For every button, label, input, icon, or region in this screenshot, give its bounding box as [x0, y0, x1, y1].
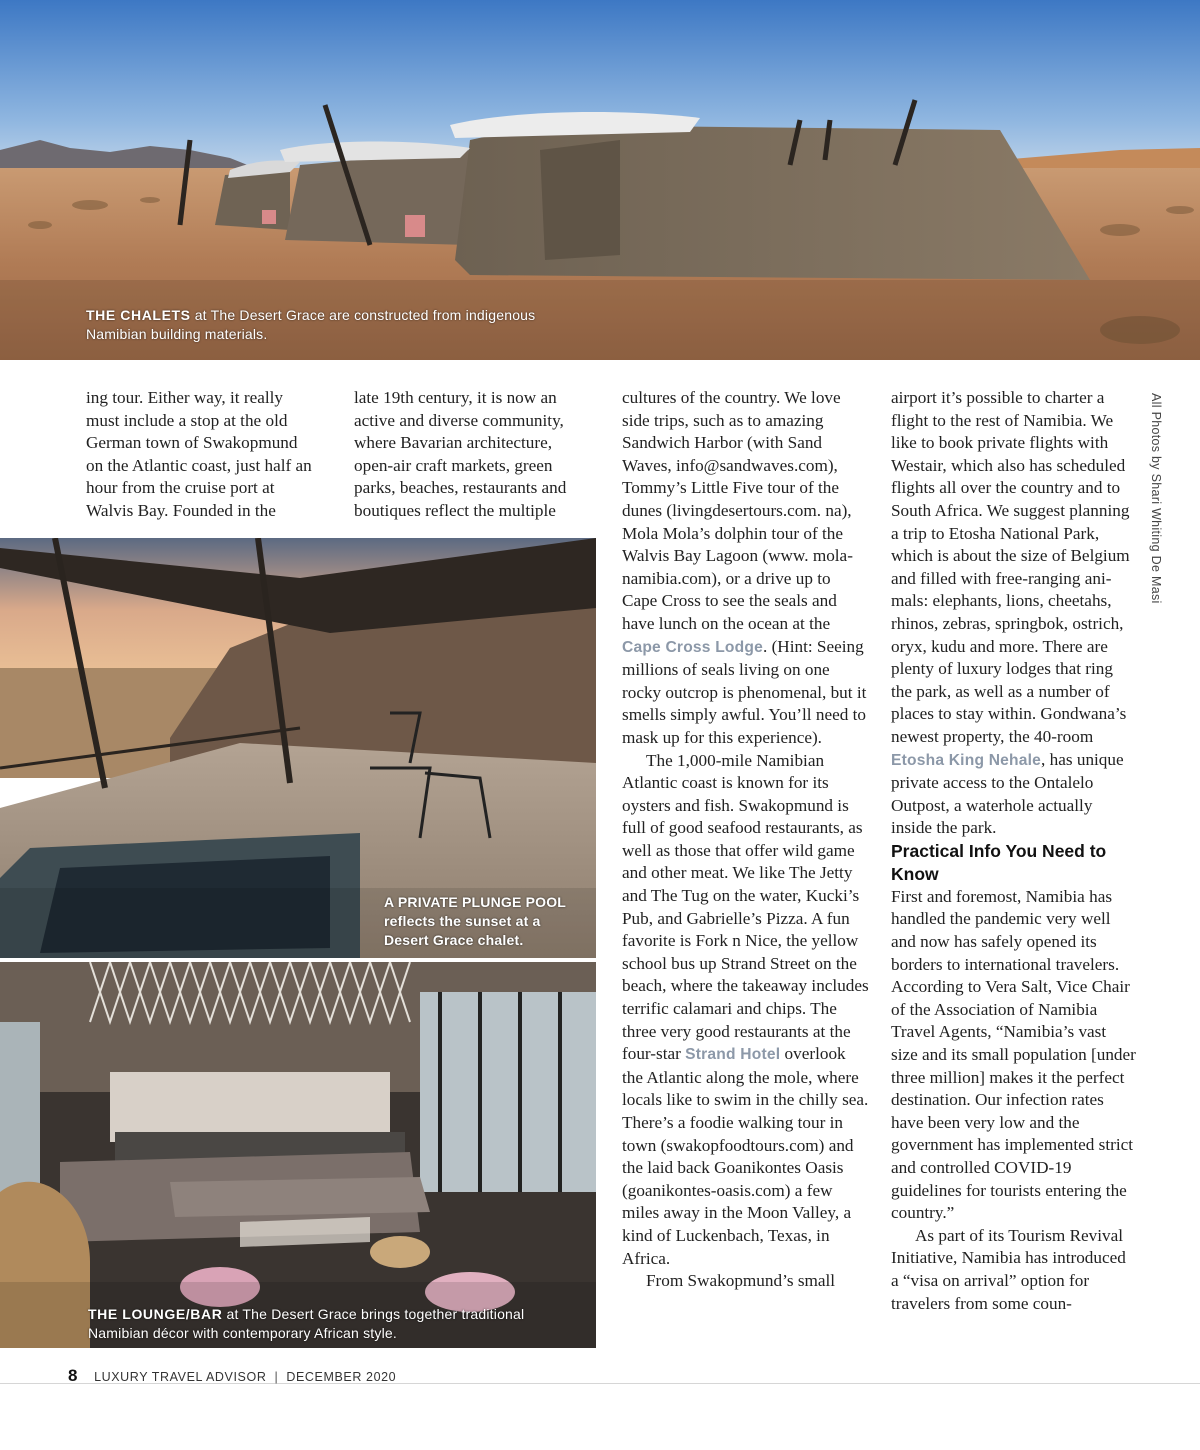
article-paragraph: ing tour. Either way, it really must include a stop at the old German town of Swakopmund on the Atlantic coast, just half an hour from the cruise port at Walvis Bay. Founded in the — [86, 388, 312, 520]
section-subhead: Practical Info You Need to Know — [891, 840, 1107, 884]
photo-credit: All Photos by Shari Whiting De Masi — [1149, 393, 1163, 604]
plunge-pool-caption-text: A PRIVATE PLUNGE POOL reflects the sunset at a Desert Grace chalet. — [384, 894, 566, 948]
issue-date: DECEMBER 2020 — [286, 1370, 397, 1384]
etosha-king-nehale-link[interactable]: Etosha King Nehale — [891, 751, 1042, 769]
article-column-2 — [354, 387, 584, 523]
article-paragraph: airport it’s possible to charter a flight to the rest of Namibia. We like to book private flights with Westair, which also has scheduled flights all over the country and to South Africa. We suggest planning a trip to Etosha National Park, which is about the size of Belgium and filled with free-ranging animals: elephants, lions, cheetahs, rhinos, zebras, springbok, ostrich, oryx, kudu and more. There are plenty of luxury lodges that ring the park, as well as a number of places to stay within. Gondwana’s newest property, the 40-room Etosha King Nehale, has unique private access to the Ontalelo Outpost, a waterhole actually inside the park. — [891, 388, 1130, 838]
article-paragraph: late 19th century, it is now an active and diverse community, where Bavarian architecture, open-air craft markets, green parks, beaches, restaurants and boutiques reflect the multiple — [354, 388, 567, 520]
article-column-4 — [891, 387, 1136, 1315]
lounge-bar-caption-text: at The Desert Grace brings together traditional Namibian décor with contemporary African style. — [88, 1306, 525, 1341]
article-paragraph: cultures of the country. We love side trips, such as to amazing Sandwich Harbor (with Sand Waves, info@sandwaves.com), Tommy’s Little Five tour of the dunes (livingdesertours.com. na), Mola Mola’s dolphin tour of the Walvis Bay Lagoon (www. mola-namibia.com), or a drive up to Cape Cross to see the seals and have lunch on the ocean at the Cape Cross Lodge. (Hint: Seeing millions of seals living on one rocky outcrop is phenomenal, but it smells simply awful. You’ll need to mask up for this experience). — [622, 388, 867, 747]
chalets-caption — [86, 306, 586, 344]
article-column-3 — [622, 387, 870, 1293]
article-column-1 — [86, 387, 316, 523]
article-paragraph: As part of its Tourism Revival Initiative, Namibia has introduced a “visa on arrival” option for travelers from some coun- — [891, 1225, 1126, 1313]
lounge-bar-photo — [0, 962, 596, 1348]
article-paragraph: First and foremost, Namibia has handled the pandemic very well and now has safely opened its borders to international travelers. According to Vera Salt, Vice Chair of the Association of Namibia Travel Agents, “Namibia’s vast size and its small population [under three million] makes it the perfect destination. Our infection rates have been very low and the government has implemented strict and controlled COVID-19 guidelines for tourists entering the country.” — [891, 886, 1136, 1223]
chalets-caption-bold: THE CHALETS — [86, 307, 191, 323]
plunge-pool-caption — [384, 893, 574, 950]
lounge-bar-caption — [88, 1305, 568, 1343]
strand-hotel-link[interactable]: Strand Hotel — [685, 1046, 781, 1064]
article-paragraph: The 1,000-mile Namibian Atlantic coast is known for its oysters and fish. Swakopmund is full of good seafood restaurants, as well as those that offer wild game and other meat. We like The Jetty and The Tug on the water, Kucki’s Pub, and Gabrielle’s Pizza. A fun favorite is Fork n Nice, the yellow school bus up Strand Street on the beach, where the takeaway includes terrific calamari and chips. The three very good restaurants at the four-star Strand Hotel overlook the Atlantic along the mole, where locals like to swim in the chilly sea. There’s a foodie walking tour in town (swakopfoodtours.com) and the laid back Goanikontes Oasis (goanikontes-oasis.com) a few miles away in the Moon Valley, a kind of Luckenbach, Texas, in Africa. — [622, 750, 869, 1268]
lounge-bar-caption-bold: THE LOUNGE/BAR — [88, 1306, 223, 1322]
article-paragraph: From Swakopmund’s small — [646, 1271, 836, 1291]
chalets-caption-text: at The Desert Grace are constructed from indigenous Namibian building materials. — [86, 307, 536, 342]
footer-separator: | — [274, 1370, 279, 1384]
publication-name: LUXURY TRAVEL ADVISOR — [94, 1370, 267, 1384]
page-footer — [68, 1366, 396, 1388]
cape-cross-lodge-link[interactable]: Cape Cross Lodge — [622, 638, 763, 656]
page-number: 8 — [68, 1366, 79, 1385]
